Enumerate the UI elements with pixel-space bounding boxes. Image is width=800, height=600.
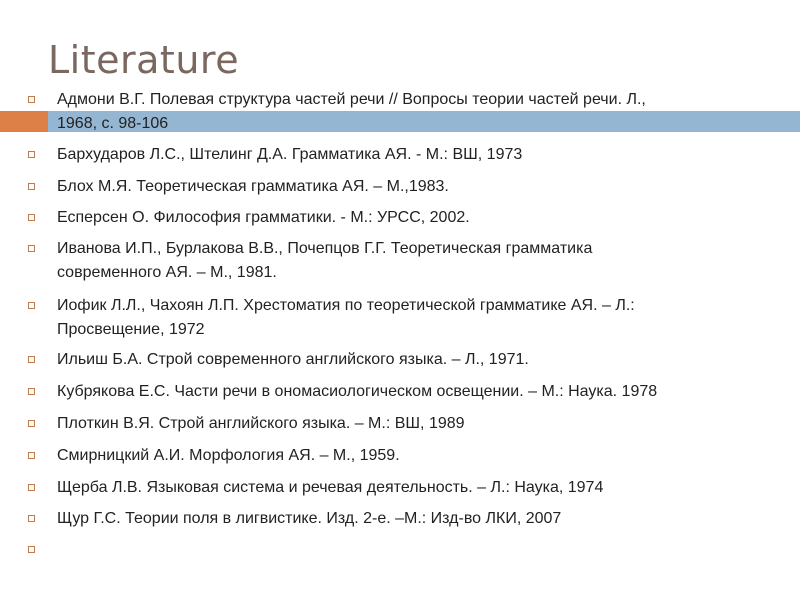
reference-text: Плоткин В.Я. Строй английского языка. – М.: ВШ, 1989 xyxy=(57,415,465,432)
reference-text-continued: Просвещение, 1972 xyxy=(57,321,205,338)
reference-item xyxy=(28,348,768,372)
reference-text-continued: 1968, с. 98-106 xyxy=(57,115,169,132)
bullet-square-icon xyxy=(28,484,35,491)
bullet-square-icon xyxy=(28,420,35,427)
reference-item xyxy=(28,444,768,468)
bullet-square-icon xyxy=(28,151,35,158)
bullet-square-icon xyxy=(28,388,35,395)
reference-item xyxy=(28,412,768,436)
reference-text: Иванова И.П., Бурлакова В.В., Почепцов Г.Г. Теоретическая грамматика xyxy=(57,240,593,257)
reference-item xyxy=(28,294,768,342)
reference-item xyxy=(28,143,768,167)
reference-text: Смирницкий А.И. Морфология АЯ. – М., 1959. xyxy=(57,447,400,464)
reference-text: Адмони В.Г. Полевая структура частей речи // Вопросы теории частей речи. Л., xyxy=(57,91,646,108)
reference-text: Есперсен О. Философия грамматики. - М.: УРСС, 2002. xyxy=(57,209,470,226)
reference-item xyxy=(28,88,768,136)
reference-text: Щур Г.С. Теории поля в лигвистике. Изд. 2-е. –М.: Изд-во ЛКИ, 2007 xyxy=(57,510,562,527)
reference-item xyxy=(28,206,768,230)
reference-text: Ильиш Б.А. Строй современного английского языка. – Л., 1971. xyxy=(57,351,529,368)
bullet-square-icon xyxy=(28,515,35,522)
reference-item xyxy=(28,476,768,500)
bullet-square-icon xyxy=(28,245,35,252)
reference-item xyxy=(28,380,768,404)
reference-text: Кубрякова Е.С. Части речи в ономасиологическом освещении. – М.: Наука. 1978 xyxy=(57,383,658,400)
reference-item xyxy=(28,237,768,285)
bullet-square-icon xyxy=(28,183,35,190)
slide-title: Literature xyxy=(48,38,240,82)
bullet-square-icon xyxy=(28,356,35,363)
bullet-square-icon xyxy=(28,302,35,309)
bullet-square-icon xyxy=(28,452,35,459)
bullet-square-icon xyxy=(28,96,35,103)
reference-text: Бархударов Л.С., Штелинг Д.А. Грамматика АЯ. - М.: ВШ, 1973 xyxy=(57,146,523,163)
reference-text: Щерба Л.В. Языковая система и речевая деятельность. – Л.: Наука, 1974 xyxy=(57,479,604,496)
reference-text: Блох М.Я. Теоретическая грамматика АЯ. – М.,1983. xyxy=(57,178,449,195)
bullet-square-icon xyxy=(28,214,35,221)
reference-item xyxy=(28,507,768,531)
bullet-square-icon xyxy=(28,546,35,553)
reference-item xyxy=(28,175,768,199)
reference-text-continued: современного АЯ. – М., 1981. xyxy=(57,264,277,281)
reference-text: Иофик Л.Л., Чахоян Л.П. Хрестоматия по теоретической грамматике АЯ. – Л.: xyxy=(57,297,635,314)
